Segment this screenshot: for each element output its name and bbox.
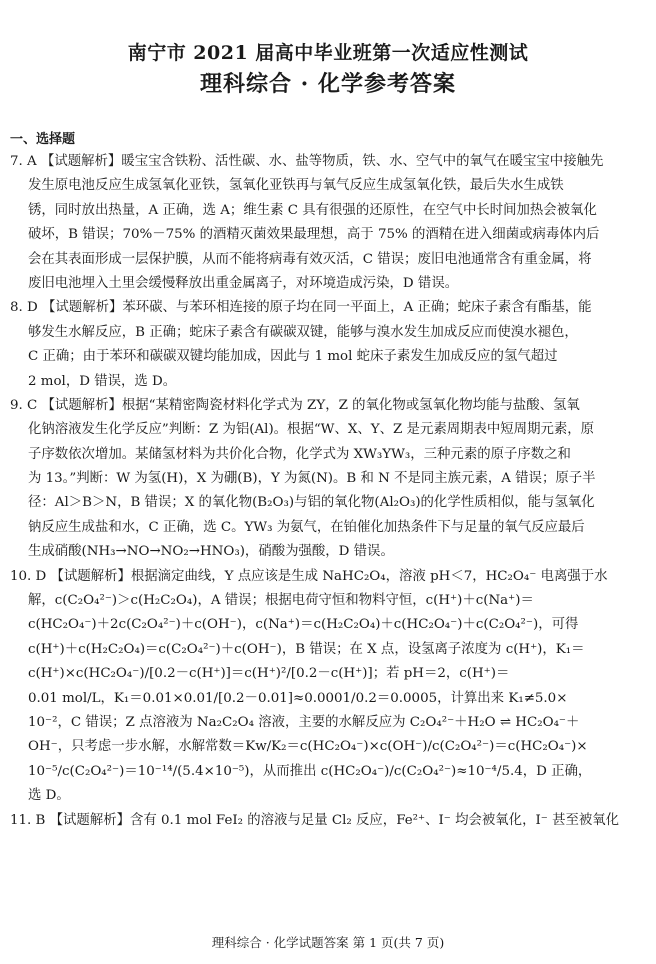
answer-line: OH⁻，只考虑一步水解，水解常数＝Kw/K₂＝c(HC₂O₄⁻)×c(OH⁻)/c(C₂O₄²⁻)＝c(HC₂O₄⁻)×: [28, 739, 588, 755]
answer-line: 10. D 【试题解析】根据滴定曲线，Y 点应该是生成 NaHC₂O₄，溶液 pH＜7，HC₂O₄⁻ 电离强于水: [10, 568, 608, 584]
answer-line: 发生原电池反应生成氢氧化亚铁，氢氧化亚铁再与氧气反应生成氢氧化铁，最后失水生成铁: [28, 178, 564, 194]
answer-line: 2 mol，D 错误，选 D。: [28, 373, 177, 389]
answer-line: 生成硝酸(NH₃→NO→NO₂→HNO₃)，硝酸为强酸，D 错误。: [28, 544, 394, 560]
answer-line: c(H⁺)＋c(H₂C₂O₄)＝c(C₂O₄²⁻)＋c(OH⁻)，B 错误；在 X 点，设氢离子浓度为 c(H⁺)，K₁＝: [28, 641, 585, 657]
answer-line: 锈，同时放出热量，A 正确，选 A；维生素 C 具有很强的还原性，在空气中长时间加热会被氧化: [28, 202, 597, 218]
answer-line: 解，c(C₂O₄²⁻)＞c(H₂C₂O₄)，A 错误；根据电荷守恒和物料守恒，c(H⁺)＋c(Na⁺)＝: [28, 593, 534, 609]
page-footer: 理科综合 · 化学试题答案 第 1 页(共 7 页): [211, 935, 445, 950]
answer-line: 0.01 mol/L，K₁＝0.01×0.01/[0.2－0.01]≈0.0001/0.2＝0.0005，计算出来 K₁≠5.0×: [28, 690, 568, 706]
answer-line: 为 13。”判断：W 为氢(H)，X 为硼(B)，Y 为氮(N)。B 和 N 不是同主族元素，A 错误；原子半: [28, 471, 596, 487]
section-heading: 一、选择题: [10, 132, 76, 147]
answer-line: 破坏，B 错误；70%－75% 的酒精灭菌效果最理想，高于 75% 的酒精在进入细菌或病毒体内后: [28, 227, 600, 243]
answer-line: c(HC₂O₄⁻)＋2c(C₂O₄²⁻)＋c(OH⁻)，c(Na⁺)＝c(H₂C₂O₄)＋c(HC₂O₄⁻)＋c(C₂O₄²⁻)，可得: [28, 617, 579, 633]
answer-line: 9. C 【试题解析】根据“某精密陶瓷材料化学式为 ZY，Z 的氧化物或氢氧化物均能与盐酸、氢氧: [10, 397, 580, 413]
answer-line: 径：Al＞B＞N，B 错误；X 的氧化物(B₂O₃)与铝的氧化物(Al₂O₃)的化学性质相似，能与氢氧化: [28, 495, 595, 511]
answer-line: 子序数依次增加。某储氢材料为共价化合物，化学式为 XW₃YW₃，三种元素的原子序数之和: [28, 446, 571, 462]
answer-line: 够发生水解反应，B 正确；蛇床子素含有碳碳双键，能够与溴水发生加成反应而使溴水褪色，: [28, 324, 578, 340]
answer-line: 会在其表面形成一层保护膜，从而不能将病毒有效灭活，C 错误；废旧电池通常含有重金属，将: [28, 251, 592, 267]
answer-body: [10, 150, 650, 833]
answer-line: 7. A 【试题解析】暖宝宝含铁粉、活性碳、水、盐等物质，铁、水、空气中的氧气在暖宝宝中接触先: [10, 154, 604, 169]
answer-line: 化钠溶液发生化学反应”判断：Z 为铝(Al)。根据“W、X、Y、Z 是元素周期表中短周期元素，原: [28, 422, 595, 438]
title-block: [0, 38, 656, 100]
answer-line: 11. B 【试题解析】含有 0.1 mol FeI₂ 的溶液与足量 Cl₂ 反应，Fe²⁺、I⁻ 均会被氧化，I⁻ 甚至被氧化: [10, 812, 620, 828]
answer-line: 废旧电池埋入土里会缓慢释放出重金属离子，对环境造成污染，D 错误。: [28, 275, 459, 291]
answer-line: C 正确；由于苯环和碳碳双键均能加成，因此与 1 mol 蛇床子素发生加成反应的氢气超过: [28, 349, 558, 365]
answer-line: 8. D 【试题解析】苯环碳、与苯环相连接的原子均在同一平面上，A 正确；蛇床子素含有酯基，能: [10, 300, 592, 316]
answer-subtitle: 理科综合 · 化学参考答案: [200, 71, 456, 97]
answer-line: 选 D。: [28, 788, 70, 804]
answer-line: c(H⁺)×c(HC₂O₄⁻)/[0.2－c(H⁺)]＝c(H⁺)²/[0.2－c(H⁺)]；若 pH＝2，c(H⁺)＝: [28, 666, 510, 682]
answer-line: 钠反应生成盐和水，C 正确，选 C。YW₃ 为氨气，在铂催化加热条件下与足量的氧气反应最后: [28, 519, 585, 535]
answer-line: 10⁻²，C 错误；Z 点溶液为 Na₂C₂O₄ 溶液，主要的水解反应为 C₂O₄²⁻＋H₂O ⇌ HC₂O₄⁻＋: [28, 714, 580, 730]
answer-line: 10⁻⁵/c(C₂O₄²⁻)＝10⁻¹⁴/(5.4×10⁻⁵)，从而推出 c(HC₂O₄⁻)/c(C₂O₄²⁻)≈10⁻⁴/5.4，D 正确，: [28, 763, 592, 779]
exam-title: 南宁市 2021 届高中毕业班第一次适应性测试: [127, 42, 529, 64]
